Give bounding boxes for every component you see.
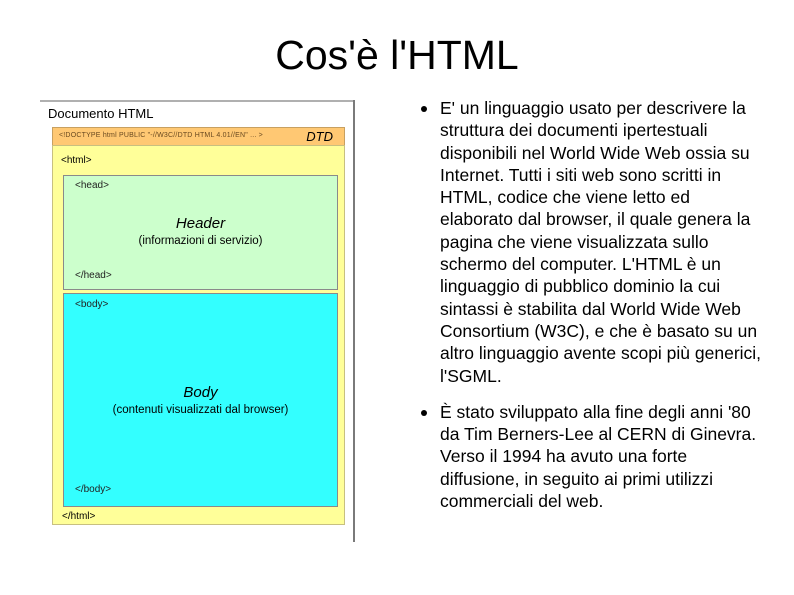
head-subtitle: (informazioni di servizio) [138,235,263,247]
html-structure-diagram [40,100,355,542]
head-open-tag: <head> [75,180,109,191]
html-open-tag: <html> [61,155,92,166]
bullet-item [418,401,763,512]
body-open-tag: <body> [75,299,109,310]
bullet-dot-icon [421,106,427,112]
doctype-declaration: <!DOCTYPE html PUBLIC "-//W3C//DTD HTML 4.01//EN" ... > [59,132,263,139]
bullet-text: E' un linguaggio usato per descrivere la struttura dei documenti ipertestuali disponibili nel World Wide Web ossia su Internet. Tutti i siti web sono scritti in HTML, codice che viene letto ed elaborato dal browser, il quale genera la pagina che viene visualizzata sullo schermo del computer. L'HTML è un linguaggio di pubblico dominio la cui sintassi è stabilita dal World Wide Web Consortium (W3C), e che è basato su un altro linguaggio avente scopi più generici, l'SGML. [440,98,762,386]
html-close-tag: </html> [62,511,96,522]
body-subtitle: (contenuti visualizzati dal browser) [112,404,289,416]
body-close-tag: </body> [75,484,112,495]
bullet-text: È stato sviluppato alla fine degli anni '80 da Tim Berners-Lee al CERN di Ginevra. Verso il 1994 ha avuto una forte diffusione, in seguito ai primi utilizzi commerciali del web. [440,401,757,512]
head-section-box [63,175,338,290]
slide-title: Cos'è l'HTML [275,32,519,78]
bullet-list [418,97,763,512]
document-label: Documento HTML [48,106,154,121]
head-title: Header [175,215,226,232]
diagram-top-border [40,100,353,102]
head-close-tag: </head> [75,270,112,281]
body-title: Body [183,384,218,401]
html-element-box [52,145,345,525]
body-section-box [63,293,338,507]
doctype-box [52,127,345,146]
bullet-item [418,97,763,387]
bullet-dot-icon [421,410,427,416]
dtd-label: DTD [306,129,333,144]
